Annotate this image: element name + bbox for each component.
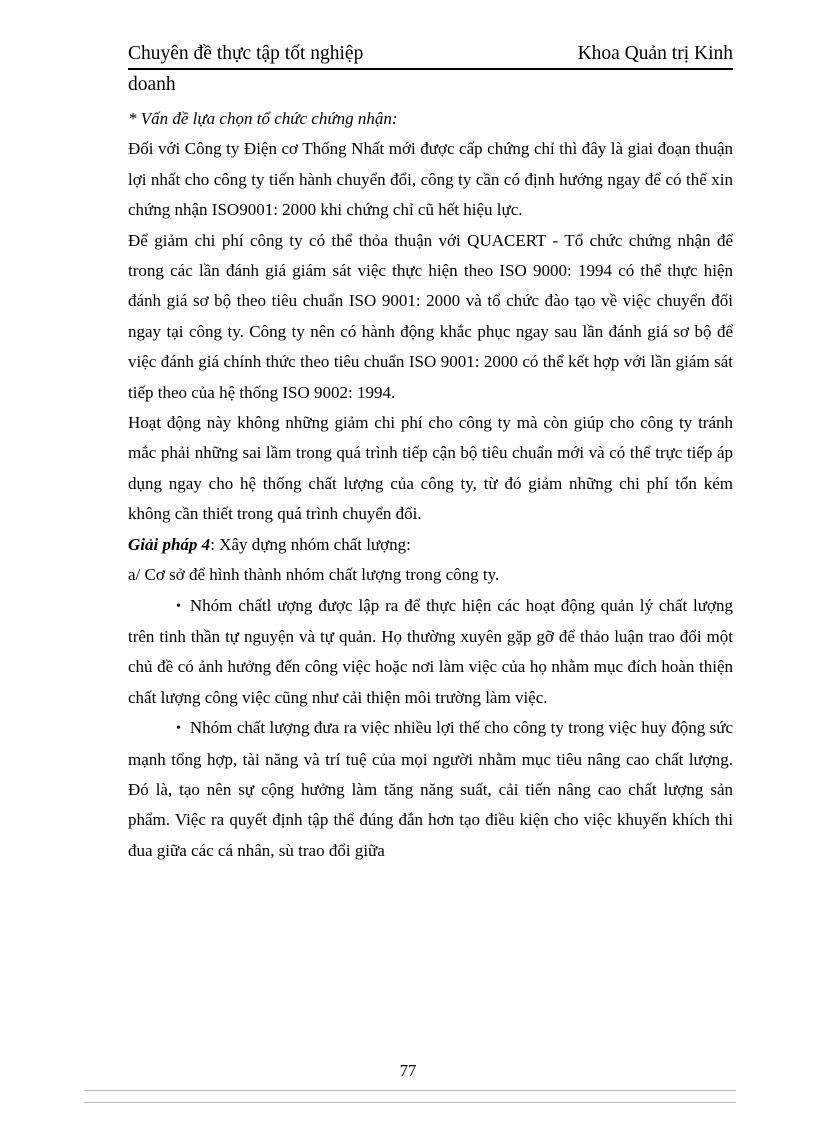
paragraph-3: Hoạt động này không những giảm chi phí cho công ty mà còn giúp cho công ty tránh mắc phải những sai lầm trong quá trình tiếp cận bộ tiêu chuẩn mới và có thể trực tiếp áp dụng ngay cho hệ thống chất lượng của công ty, từ đó giảm những chi phí tốn kém không cần thiết trong quá trình chuyển đổi.	[128, 413, 733, 524]
solution-rest: : Xây dựng nhóm chất lượng:	[210, 534, 411, 554]
paragraph-1: Đối với Công ty Điện cơ Thống Nhất mới được cấp chứng chỉ thì đây là giai đoạn thuận lợi nhất cho công ty tiến hành chuyển đổi, công ty cần có định hướng ngay để có thể xin chứng nhận ISO9001: 2000 khi chứng chỉ cũ hết hiệu lực.	[128, 139, 733, 220]
bullet-icon: •	[176, 721, 181, 737]
bullet-item-1	[128, 591, 733, 714]
bullet-item-2	[128, 713, 733, 866]
solution-lead: Giải pháp 4	[128, 534, 211, 554]
page-header	[128, 42, 733, 70]
item-a-line: a/ Cơ sở để hình thành nhóm chất lượng trong công ty.	[128, 565, 500, 585]
footer-divider	[84, 1090, 736, 1114]
page-number: 77	[399, 1061, 417, 1080]
footer-divider-line	[84, 1102, 736, 1103]
header-left-title: Chuyên đề thực tập tốt nghiệp	[128, 43, 364, 64]
header-continuation: doanh	[128, 74, 176, 95]
bullet-icon: •	[176, 598, 181, 614]
bullet-text-1: Nhóm chấtl ượng được lập ra để thực hiện các hoạt động quản lý chất lượng trên tinh thần tự nguyện và tự quản. Họ thường xuyên gặp gỡ để thảo luận trao đổi một chủ đề có ảnh hưởng đến công việc hoặc nơi làm việc của họ nhằm mục đích hoàn thiện chất lượng công việc cũng như cải thiện môi trường làm việc.	[128, 595, 733, 707]
solution-heading	[128, 530, 733, 560]
header-right-title: Khoa Quản trị Kinh	[577, 43, 733, 64]
paragraph-2: Để giảm chi phí công ty có thể thỏa thuận với QUACERT - Tổ chức chứng nhận để trong các lần đánh giá giám sát việc thực hiện theo ISO 9000: 1994 có thể thực hiện đánh giá sơ bộ theo tiêu chuẩn ISO 9001: 2000 và tổ chức đào tạo về việc chuyển đổi ngay tại công ty. Công ty nên có hành động khắc phục ngay sau lần đánh giá sơ bộ để việc đánh giá chính thức theo tiêu chuẩn ISO 9001: 2000 có thể kết hợp với lần giám sát tiếp theo của hệ thống ISO 9002: 1994.	[128, 230, 733, 402]
section-heading: * Vấn đề lựa chọn tổ chức chứng nhận:	[128, 109, 398, 128]
page-body	[128, 104, 733, 866]
bullet-text-2: Nhóm chất lượng đưa ra việc nhiều lợi thế cho công ty trong việc huy động sức mạnh tổng hợp, tài năng và trí tuệ của mọi người nhằm mục tiêu nâng cao chất lượng. Đó là, tạo nên sự cộng hưởng làm tăng năng suất, cải tiến nâng cao chất lượng sản phẩm. Việc ra quyết định tập thể đúng đắn hơn tạo điều kiện cho việc khuyến khích thi đua giữa các cá nhân, sù trao đổi giữa	[128, 718, 733, 860]
footer-divider-line	[84, 1090, 736, 1091]
